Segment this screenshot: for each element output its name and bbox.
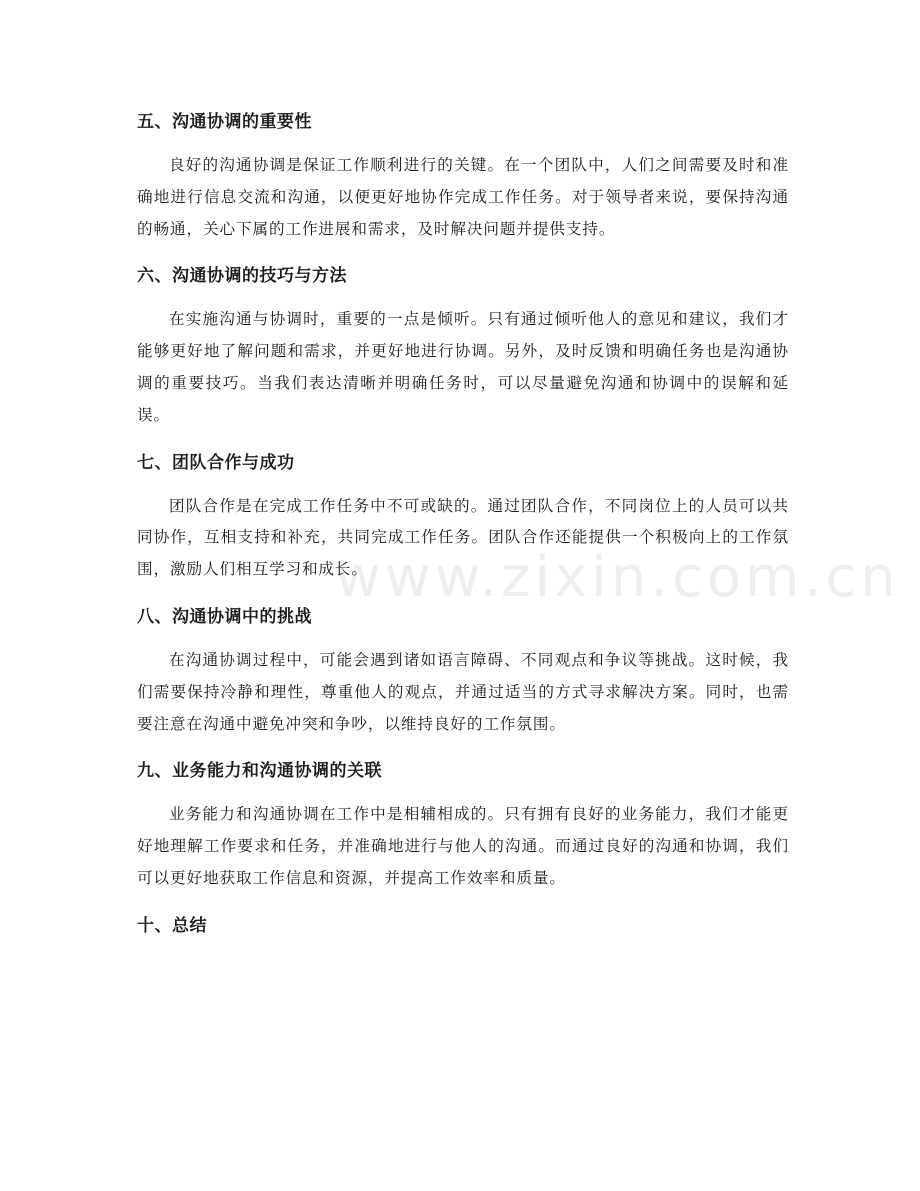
section-paragraph: 业务能力和沟通协调在工作中是相辅相成的。只有拥有良好的业务能力，我们才能更好地理解工作要求和任务，并准确地进行与他人的沟通。而通过良好的沟通和协调，我们可以更好地获取工作信息和资源，并提高工作效率和质量。 xyxy=(137,805,789,887)
section-heading: 七、团队合作与成功 xyxy=(137,452,295,473)
section-9 xyxy=(137,756,789,894)
section-heading: 八、沟通协调中的挑战 xyxy=(137,606,312,627)
section-8 xyxy=(137,602,789,740)
section-paragraph: 良好的沟通协调是保证工作顺利进行的关键。在一个团队中，人们之间需要及时和准确地进行信息交流和沟通，以便更好地协作完成工作任务。对于领导者来说，要保持沟通的畅通，关心下属的工作进展和需求，及时解决问题并提供支持。 xyxy=(137,156,789,238)
watermark: www.zixin.com.cn xyxy=(335,545,900,610)
section-7 xyxy=(137,448,789,586)
section-paragraph: 在沟通协调过程中，可能会遇到诸如语言障碍、不同观点和争议等挑战。这时候，我们需要保持冷静和理性，尊重他人的观点，并通过适当的方式寻求解决方案。同时，也需要注意在沟通中避免冲突和争吵，以维持良好的工作氛围。 xyxy=(137,650,789,733)
section-5 xyxy=(137,107,789,245)
document-content xyxy=(137,107,789,941)
section-paragraph: 团队合作是在完成工作任务中不可或缺的。通过团队合作，不同岗位上的人员可以共同协作，互相支持和补充，共同完成工作任务。团队合作还能提供一个积极向上的工作氛围，激励人们相互学习和成长。 xyxy=(137,496,789,579)
section-heading: 五、沟通协调的重要性 xyxy=(137,112,312,132)
section-10 xyxy=(137,911,789,941)
section-heading: 六、沟通协调的技巧与方法 xyxy=(137,266,347,287)
section-6 xyxy=(137,261,789,431)
section-heading: 九、业务能力和沟通协调的关联 xyxy=(137,761,382,782)
section-heading: 十、总结 xyxy=(137,915,207,936)
section-paragraph: 在实施沟通与协调时，重要的一点是倾听。只有通过倾听他人的意见和建议，我们才能够更好地了解问题和需求，并更好地进行协调。另外，及时反馈和明确任务也是沟通协调的重要技巧。当我们表达清晰并明确任务时，可以尽量避免沟通和协调中的误解和延误。 xyxy=(137,310,789,424)
